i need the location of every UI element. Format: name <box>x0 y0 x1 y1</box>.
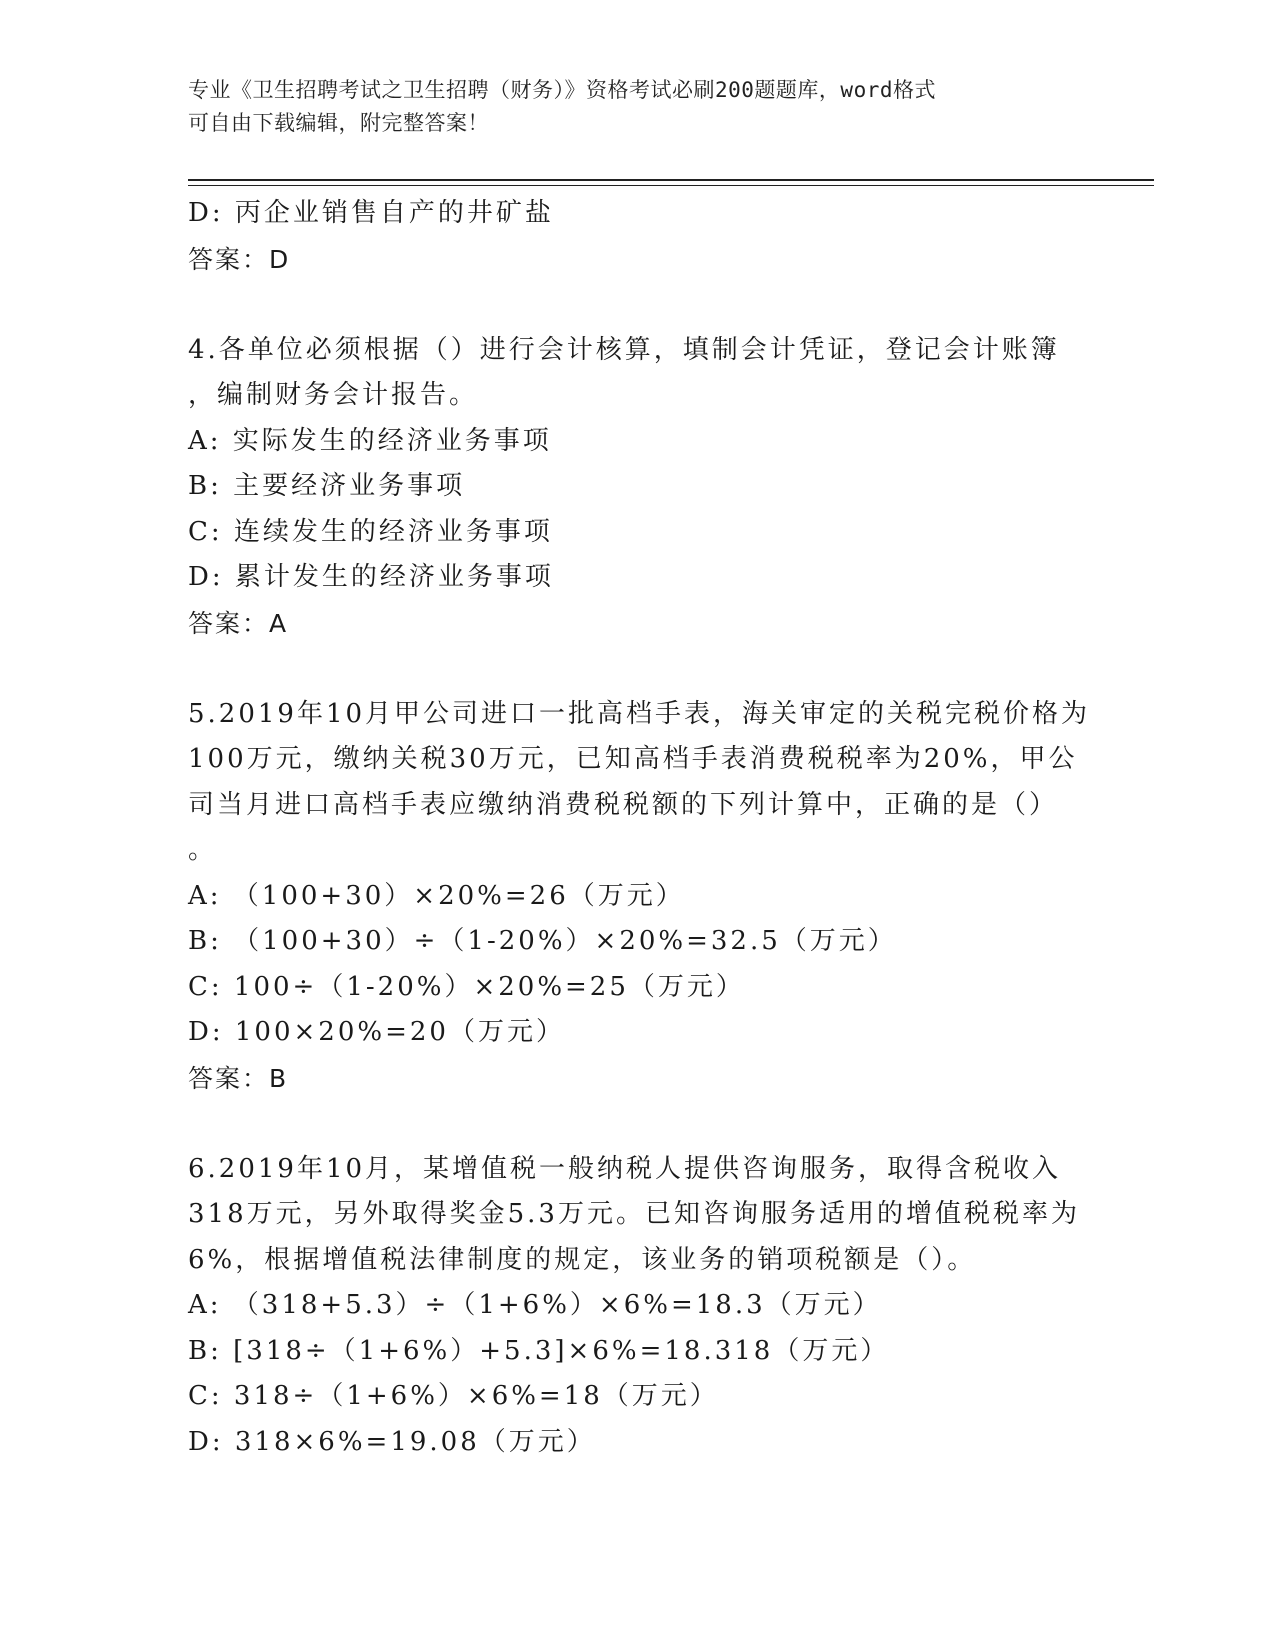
spacer <box>188 282 1088 328</box>
option-c: C: 100÷（1-20%）×20%=25（万元） <box>188 971 745 1002</box>
option-a: A: （318+5.3）÷（1+6%）×6%=18.3（万元） <box>188 1290 882 1320</box>
option-d: D: 丙企业销售自产的井矿盐 <box>188 198 554 228</box>
header-divider-thick <box>188 179 1154 181</box>
option-d: D: 318×6%=19.08（万元） <box>188 1426 596 1457</box>
option-b: B: [318÷（1+6%）+5.3]×6%=18.318（万元） <box>188 1335 890 1366</box>
question-4 <box>188 328 1088 647</box>
question-stem-continued: 318万元，另外取得奖金5.3万元。已知咨询服务适用的增值税税率为 <box>188 1199 1080 1229</box>
question-stem: 6.2019年10月，某增值税一般纳税人提供咨询服务，取得含税收入 <box>188 1153 1062 1184</box>
option-a: A: （100+30）×20%=26（万元） <box>188 880 685 911</box>
question-stem-continued: 。 <box>188 835 218 865</box>
question-stem-continued: 100万元，缴纳关税30万元，已知高档手表消费税税率为20%，甲公 <box>188 744 1078 774</box>
question-stem: 5.2019年10月甲公司进口一批高档手表，海关审定的关税完税价格为 <box>188 698 1091 729</box>
question-stem-continued: ，编制财务会计报告。 <box>188 380 479 410</box>
spacer <box>188 646 1088 692</box>
question-stem-continued: 司当月进口高档手表应缴纳消费税税额的下列计算中，正确的是（） <box>188 789 1059 820</box>
answer-line: 答案：D <box>188 244 291 274</box>
option-d: D: 累计发生的经济业务事项 <box>188 562 554 592</box>
page-header <box>188 74 1088 140</box>
question-stem-continued: 6%，根据增值税法律制度的规定，该业务的销项税额是（）。 <box>188 1244 977 1275</box>
answer-line: 答案：A <box>188 608 289 638</box>
question-stem: 4.各单位必须根据（）进行会计核算，填制会计凭证，登记会计账簿 <box>188 334 1060 365</box>
option-b: B: 主要经济业务事项 <box>188 471 466 501</box>
question-6 <box>188 1147 1088 1466</box>
header-title-line-2: 可自由下载编辑，附完整答案！ <box>188 111 489 135</box>
option-b: B: （100+30）÷（1-20%）×20%=32.5（万元） <box>188 926 897 956</box>
question-list <box>188 191 1091 1465</box>
question-3-fragment <box>188 191 1088 282</box>
option-a: A: 实际发生的经济业务事项 <box>188 425 552 456</box>
spacer <box>188 1101 1088 1147</box>
option-d: D: 100×20%=20（万元） <box>188 1017 565 1047</box>
header-title-line-1: 专业《卫生招聘考试之卫生招聘（财务）》资格考试必刷200题题库，word格式 <box>188 78 936 102</box>
option-c: C: 318÷（1+6%）×6%=18（万元） <box>188 1381 719 1411</box>
answer-line: 答案：B <box>188 1063 289 1093</box>
option-c: C: 连续发生的经济业务事项 <box>188 516 553 547</box>
header-divider-thin <box>188 185 1154 186</box>
question-5 <box>188 692 1091 1102</box>
